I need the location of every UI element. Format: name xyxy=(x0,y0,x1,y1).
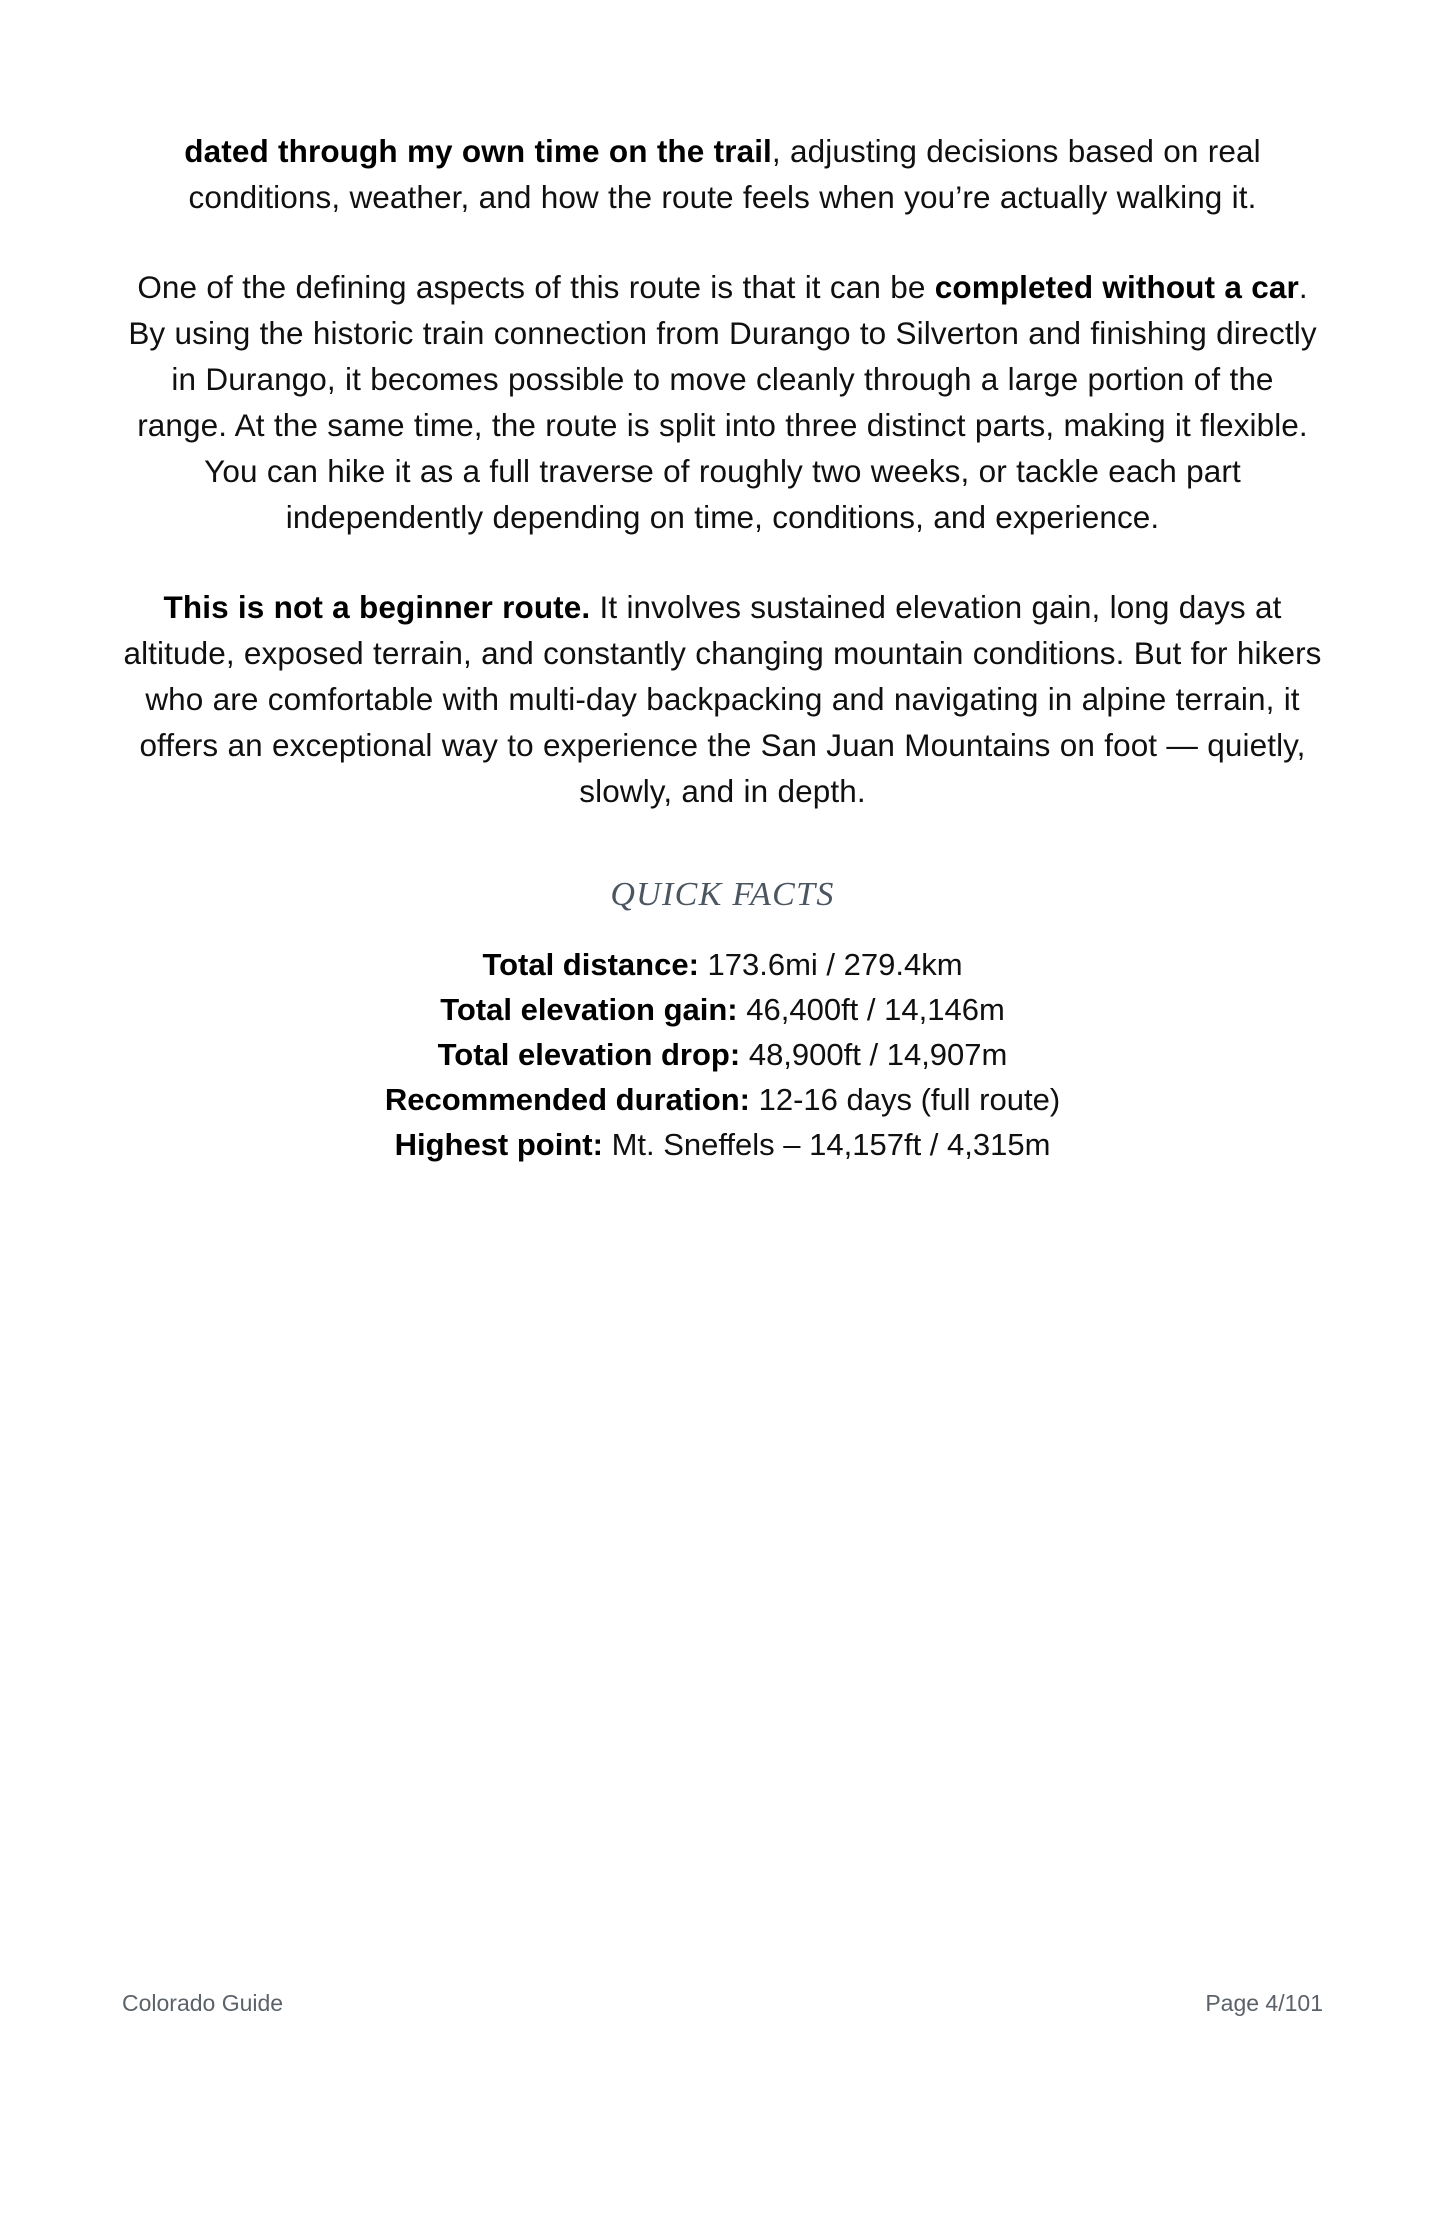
paragraph-2-body-b: . By using the historic train connection from Durango to Silverton and finishing directly in Durango, it becomes possible to move cleanly through a large portion of the range. At the same time, the route is split into three distinct parts, making it flexible. You can hike it as a full traverse of roughly two weeks, or tackle each part independently depending on time, conditions, and experience. xyxy=(128,269,1317,535)
paragraph-3-lead: This is not a beginner route. xyxy=(163,589,591,625)
paragraph-1 xyxy=(122,128,1323,220)
footer-page-number: Page 4/101 xyxy=(1205,1990,1323,2016)
fact-value: 48,900ft / 14,907m xyxy=(748,1037,1008,1072)
page-content xyxy=(122,128,1323,1167)
fact-label: Total distance: xyxy=(482,947,699,982)
paragraph-1-body: , adjusting decisions based on real conditions, weather, and how the route feels when you’re actually walking it. xyxy=(188,133,1261,215)
fact-recommended-duration xyxy=(122,1077,1323,1122)
fact-value: 173.6mi / 279.4km xyxy=(707,947,963,982)
fact-total-distance xyxy=(122,942,1323,987)
fact-total-elevation-drop xyxy=(122,1032,1323,1077)
fact-label: Highest point: xyxy=(394,1127,603,1162)
quick-facts-list xyxy=(122,942,1323,1167)
page-footer xyxy=(122,1988,1323,2018)
fact-label: Recommended duration: xyxy=(384,1082,750,1117)
fact-value: Mt. Sneffels – 14,157ft / 4,315m xyxy=(611,1127,1051,1162)
paragraph-3-body: It involves sustained elevation gain, long days at altitude, exposed terrain, and constantly changing mountain conditions. But for hikers who are comfortable with multi-day backpacking and navigating in alpine terrain, it offers an exceptional way to experience the San Juan Mountains on foot — quietly, slowly, and in depth. xyxy=(123,589,1322,809)
fact-label: Total elevation gain: xyxy=(440,992,738,1027)
paragraph-2-lead: completed without a car xyxy=(934,269,1299,305)
fact-value: 12-16 days (full route) xyxy=(758,1082,1061,1117)
fact-label: Total elevation drop: xyxy=(437,1037,741,1072)
fact-value: 46,400ft / 14,146m xyxy=(746,992,1005,1027)
fact-highest-point xyxy=(122,1122,1323,1167)
paragraph-1-lead: dated through my own time on the trail xyxy=(184,133,772,169)
footer-document-title: Colorado Guide xyxy=(122,1990,284,2016)
quick-facts-heading: QUICK FACTS xyxy=(610,876,835,913)
fact-total-elevation-gain xyxy=(122,987,1323,1032)
paragraph-3 xyxy=(122,584,1323,814)
paragraph-2 xyxy=(122,264,1323,540)
paragraph-2-body-a: One of the defining aspects of this route is that it can be xyxy=(137,269,935,305)
